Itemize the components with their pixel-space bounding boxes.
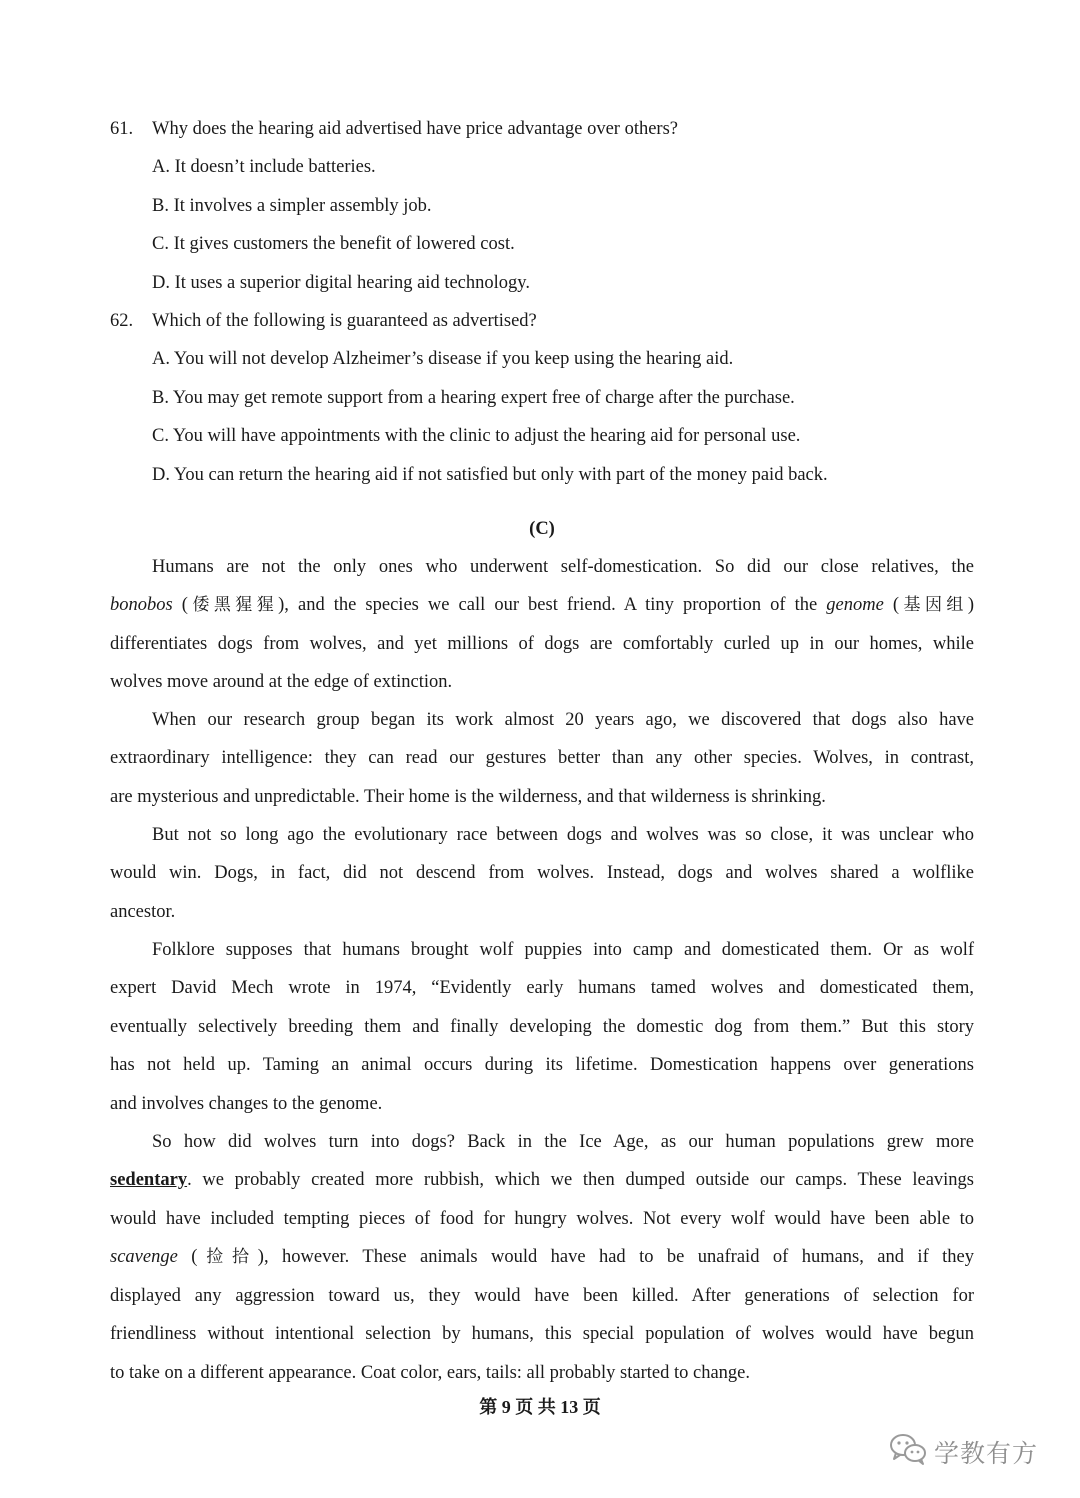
q61-option-c: C. It gives customers the benefit of lowered cost. bbox=[152, 234, 515, 254]
question-number: 61. bbox=[110, 119, 134, 139]
text-run: ( bbox=[883, 595, 900, 615]
text-run: ), however. These animals would have had to be unafraid of humans, and if they bbox=[257, 1247, 975, 1267]
paragraph-line: So how did wolves turn into dogs? Back in the Ice Age, as our human populations grew more bbox=[152, 1132, 974, 1152]
q61-option-d: D. It uses a superior digital hearing aid technology. bbox=[152, 273, 530, 293]
text-run: . we probably created more rubbish, which we then dumped outside our camps. These leavings bbox=[187, 1170, 974, 1190]
q62-option-d: D. You can return the hearing aid if not satisfied but only with part of the money paid back. bbox=[152, 465, 828, 485]
underlined-word-sedentary: sedentary bbox=[110, 1170, 188, 1190]
q62-option-b: B. You may get remote support from a hearing expert free of charge after the purchase. bbox=[152, 388, 795, 408]
paragraph-line: differentiates dogs from wolves, and yet millions of dogs are comfortably curled up in our homes, while bbox=[110, 634, 974, 654]
paragraph-line: Humans are not the only ones who underwent self-domestication. So did our close relatives, the bbox=[152, 557, 974, 577]
paragraph-line: are mysterious and unpredictable. Their home is the wilderness, and that wilderness is shrinking. bbox=[110, 787, 826, 807]
text-run: ), and the species we call our best friend. A tiny proportion of the bbox=[278, 595, 827, 615]
text-run: ( bbox=[172, 595, 188, 615]
paragraph-line: would have included tempting pieces of food for hungry wolves. Not every wolf would have been able to bbox=[110, 1209, 974, 1229]
term-genome: genome bbox=[826, 595, 884, 615]
paragraph-line: wolves move around at the edge of extinction. bbox=[110, 672, 453, 692]
paragraph-line: eventually selectively breeding them and finally developing the domestic dog from them.” But this story bbox=[110, 1017, 974, 1037]
q61-option-a: A. It doesn’t include batteries. bbox=[152, 157, 376, 177]
question-number: 62. bbox=[110, 311, 134, 331]
paragraph-line: to take on a different appearance. Coat color, ears, tails: all probably started to change. bbox=[110, 1363, 750, 1383]
paragraph-line: would win. Dogs, in fact, did not descend from wolves. Instead, dogs and wolves shared a wolflike bbox=[110, 863, 974, 883]
paragraph-line: Folklore supposes that humans brought wolf puppies into camp and domesticated them. Or as wolf bbox=[152, 940, 974, 960]
question-62-stem bbox=[110, 309, 537, 333]
q62-option-a: A. You will not develop Alzheimer’s disease if you keep using the hearing aid. bbox=[152, 349, 734, 369]
page-footer: 第 9 页 共 13 页 bbox=[479, 1397, 601, 1417]
term-scavenge: scavenge bbox=[110, 1247, 178, 1267]
paragraph-line: displayed any aggression toward us, they would have been killed. After generations of selection for bbox=[110, 1286, 974, 1306]
paragraph-line: But not so long ago the evolutionary race between dogs and wolves was so close, it was unclear who bbox=[152, 825, 974, 845]
paragraph-line: expert David Mech wrote in 1974, “Evidently early humans tamed wolves and domesticated them, bbox=[110, 978, 974, 998]
q61-option-b: B. It involves a simpler assembly job. bbox=[152, 196, 432, 216]
paragraph-line: and involves changes to the genome. bbox=[110, 1094, 383, 1114]
chinese-gloss: 捡拾 bbox=[197, 1247, 258, 1267]
paragraph-line: ancestor. bbox=[110, 902, 176, 922]
paragraph-line: has not held up. Taming an animal occurs during its lifetime. Domestication happens over generations bbox=[110, 1055, 974, 1075]
paragraph-line: When our research group began its work almost 20 years ago, we discovered that dogs also have bbox=[152, 710, 974, 730]
question-text: Why does the hearing aid advertised have price advantage over others? bbox=[152, 119, 678, 139]
term-bonobos: bonobos bbox=[110, 595, 173, 615]
chinese-gloss: 基因组 bbox=[899, 595, 968, 615]
paragraph-line: friendliness without intentional selection by humans, this special population of wolves would have begun bbox=[110, 1324, 974, 1344]
watermark-text: 学教有方 bbox=[934, 1439, 1039, 1468]
watermark bbox=[888, 1432, 1038, 1472]
question-61-stem bbox=[110, 117, 678, 141]
paragraph-line bbox=[110, 593, 974, 617]
chinese-gloss: 倭黑猩猩 bbox=[187, 595, 279, 615]
text-run: ) bbox=[967, 595, 975, 615]
paragraph-line: extraordinary intelligence: they can read our gestures better than any other species. Wolves, in contrast, bbox=[110, 748, 974, 768]
question-text: Which of the following is guaranteed as advertised? bbox=[152, 311, 537, 331]
paragraph-line bbox=[110, 1245, 974, 1269]
section-title: (C) bbox=[529, 519, 555, 539]
paragraph-line bbox=[110, 1168, 974, 1192]
wechat-icon bbox=[888, 1432, 928, 1472]
q62-option-c: C. You will have appointments with the clinic to adjust the hearing aid for personal use. bbox=[152, 426, 801, 446]
text-run: ( bbox=[177, 1247, 198, 1267]
